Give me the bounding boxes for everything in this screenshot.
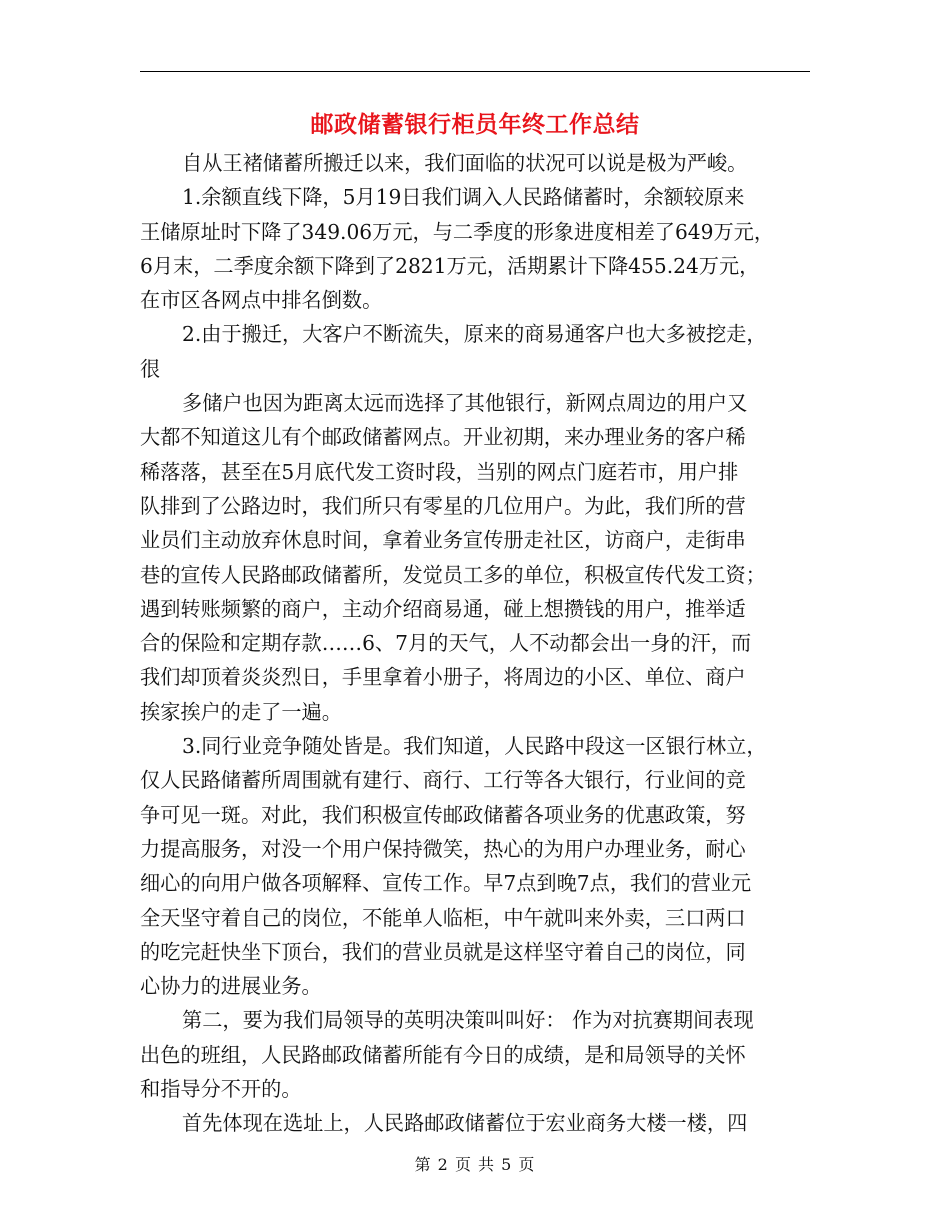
text-line: 第二，要为我们局领导的英明决策叫叫好： 作为对抗赛期间表现 [182,1008,754,1033]
text-line: 心协力的进展业务。 [140,974,322,999]
document-body [140,146,812,1141]
text-line: 巷的宣传人民路邮政储蓄所，发觉员工多的单位，积极宣传代发工资； [140,562,766,587]
text-line: 我们却顶着炎炎烈日，手里拿着小册子，将周边的小区、单位、商户 [140,665,746,690]
text-line: 大都不知道这儿有个邮政储蓄网点。开业初期，来办理业务的客户稀 [140,425,746,450]
text-line: 稀落落，甚至在5月底代发工资时段，当别的网点门庭若市，用户排 [140,459,739,484]
text-line: 仅人民路储蓄所周围就有建行、商行、工行等各大银行，行业间的竞 [140,768,746,793]
document-title: 邮政储蓄银行柜员年终工作总结 [310,111,640,138]
text-line: 队排到了公路边时，我们所只有零星的几位用户。为此，我们所的营 [140,493,746,518]
text-line: 首先体现在选址上，人民路邮政储蓄位于宏业商务大楼一楼，四 [182,1111,748,1136]
header-rule [140,71,810,72]
text-line: 很 [140,356,161,381]
text-line: 多储户也因为距离太远而选择了其他银行，新网点周边的用户又 [182,391,748,416]
text-line: 争可见一斑。对此，我们积极宣传邮政储蓄各项业务的优惠政策，努 [140,802,746,827]
text-line: 王储原址时下降了349.06万元，与二季度的形象进度相差了649万元， [140,219,775,244]
text-line: 细心的向用户做各项解释、宣传工作。早7点到晚7点，我们的营业元 [140,871,752,896]
text-line: 全天坚守着自己的岗位，不能单人临柜，中午就叫来外卖，三口两口 [140,905,746,930]
text-line: 的吃完赶快坐下顶台，我们的营业员就是这样坚守着自己的岗位，同 [140,939,746,964]
text-line: 和指导分不开的。 [140,1077,302,1102]
text-line: 力提高服务，对没一个用户保持微笑，热心的为用户办理业务，耐心 [140,836,746,861]
text-line: 3.同行业竞争随处皆是。我们知道，人民路中段这一区银行林立， [182,734,767,759]
page-number-footer: 第 2 页 共 5 页 [414,1155,536,1174]
text-line: 1.余额直线下降，5月19日我们调入人民路储蓄时，余额较原来 [182,185,745,210]
text-line: 出色的班组，人民路邮政储蓄所能有今日的成绩，是和局领导的关怀 [140,1042,746,1067]
text-line: 遇到转账频繁的商户，主动介绍商易通，碰上想攒钱的用户，推举适 [140,596,746,621]
text-line: 合的保险和定期存款……6、7月的天气，人不动都会出一身的汗，而 [140,631,752,656]
text-line: 6月末，二季度余额下降到了2821万元，活期累计下降455.24万元， [140,253,760,278]
text-line: 2.由于搬迁，大客户不断流失，原来的商易通客户也大多被挖走， [182,322,767,347]
text-line: 挨家挨户的走了一遍。 [140,699,342,724]
text-line: 业员们主动放弃休息时间，拿着业务宣传册走社区，访商户，走街串 [140,528,746,553]
text-line: 自从王褚储蓄所搬迁以来，我们面临的状况可以说是极为严峻。 [182,151,748,175]
text-line: 在市区各网点中排名倒数。 [140,288,383,313]
